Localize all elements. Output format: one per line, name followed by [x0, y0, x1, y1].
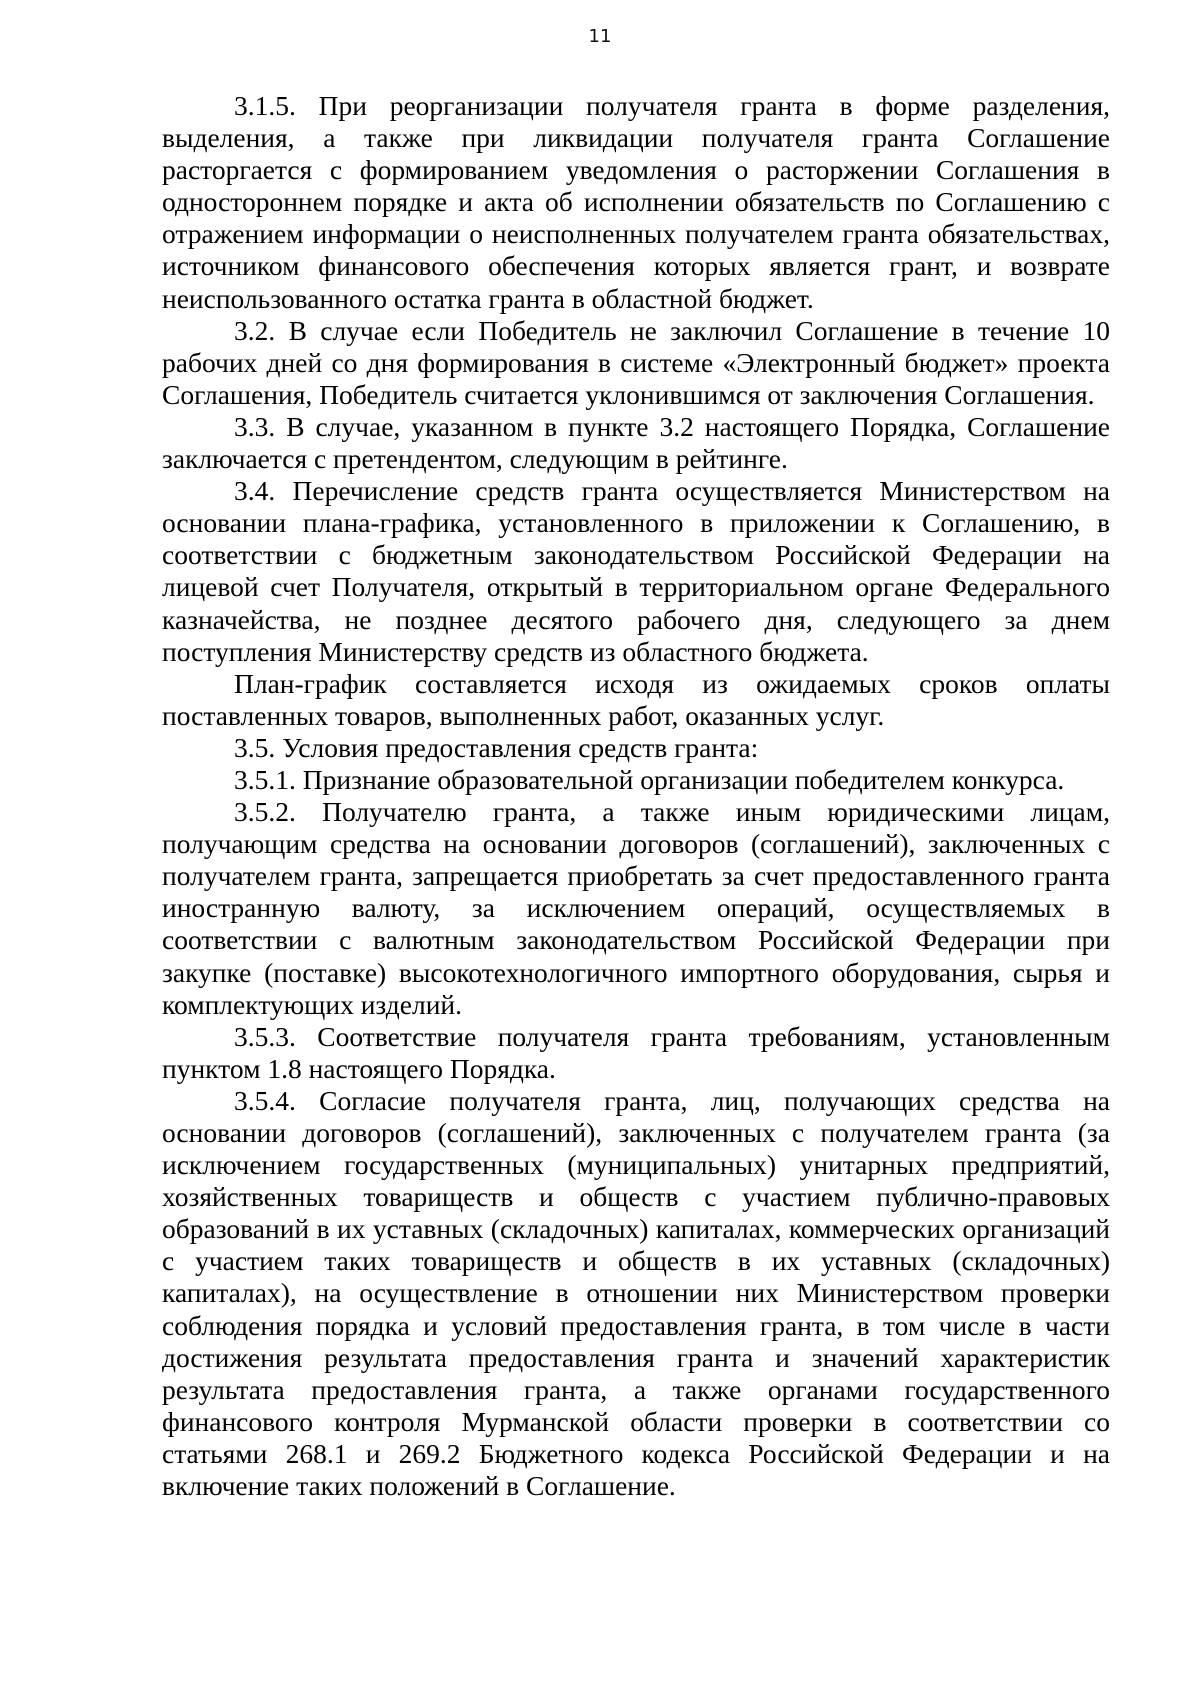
paragraph-3-3: 3.3. В случае, указанном в пункте 3.2 настоящего Порядка, Соглашение заключается с претендентом, следующим в рейтинге.: [162, 410, 1110, 475]
paragraph-3-4: 3.4. Перечисление средств гранта осуществляется Министерством на основании плана-графика, установленного в приложении к Соглашению, в соответствии с бюджетным законодательством Российской Федерации на лицевой счет Получателя, открытый в территориальном органе Федерального казначейства, не позднее десятого рабочего дня, следующего за днем поступления Министерству средств из областного бюджета.: [162, 475, 1110, 667]
paragraph-3-5: 3.5. Условия предоставления средств гранта:: [234, 731, 759, 763]
paragraph-3-5-1: 3.5.1. Признание образовательной организации победителем конкурса.: [234, 763, 1065, 795]
paragraph-3-5-4: 3.5.4. Согласие получателя гранта, лиц, получающих средства на основании договоров (соглашений), заключенных с получателем гранта (за исключением государственных (муниципальных) унитарных предприятий, хозяйственных товариществ и обществ с участием публично-правовых образований в их уставных (складочных) капиталах, коммерческих организаций с участием таких товариществ и обществ в их уставных (складочных) капиталах), на осуществление в отношении них Министерством проверки соблюдения порядка и условий предоставления гранта, в том числе в части достижения результата предоставления гранта и значений характеристик результата предоставления гранта, а также органами государственного финансового контроля Мурманской области проверки в соответствии со статьями 268.1 и 269.2 Бюджетного кодекса Российской Федерации и на включение таких положений в Соглашение.: [162, 1084, 1110, 1502]
paragraph-3-1-5: 3.1.5. При реорганизации получателя гранта в форме разделения, выделения, а также при ликвидации получателя гранта Соглашение расторгается с формированием уведомления о расторжении Соглашения в одностороннем порядке и акта об исполнении обязательств по Соглашению с отражением информации о неисполненных получателем гранта обязательствах, источником финансового обеспечения которых является грант, и возврате неиспользованного остатка гранта в областной бюджет.: [162, 90, 1110, 314]
paragraph-3-5-3: 3.5.3. Соответствие получателя гранта требованиям, установленным пунктом 1.8 настоящего Порядка.: [162, 1020, 1110, 1084]
paragraph-3-2: 3.2. В случае если Победитель не заключил Соглашение в течение 10 рабочих дней со дня формирования в системе «Электронный бюджет» проекта Соглашения, Победитель считается уклонившимся от заключения Соглашения.: [162, 314, 1110, 410]
paragraph-3-5-2: 3.5.2. Получателю гранта, а также иным юридическими лицам, получающим средства на основании договоров (соглашений), заключенных с получателем гранта, запрещается приобретать за счет предоставленного гранта иностранную валюту, за исключением операций, осуществляемых в соответствии с валютным законодательством Российской Федерации при закупке (поставке) высокотехнологичного импортного оборудования, сырья и комплектующих изделий.: [162, 796, 1110, 1020]
page-number: 11: [588, 26, 612, 47]
paragraph-plan-grafik: План-график составляется исходя из ожидаемых сроков оплаты поставленных товаров, выполненных работ, оказанных услуг.: [162, 667, 1110, 731]
document-body: [162, 90, 1110, 1502]
